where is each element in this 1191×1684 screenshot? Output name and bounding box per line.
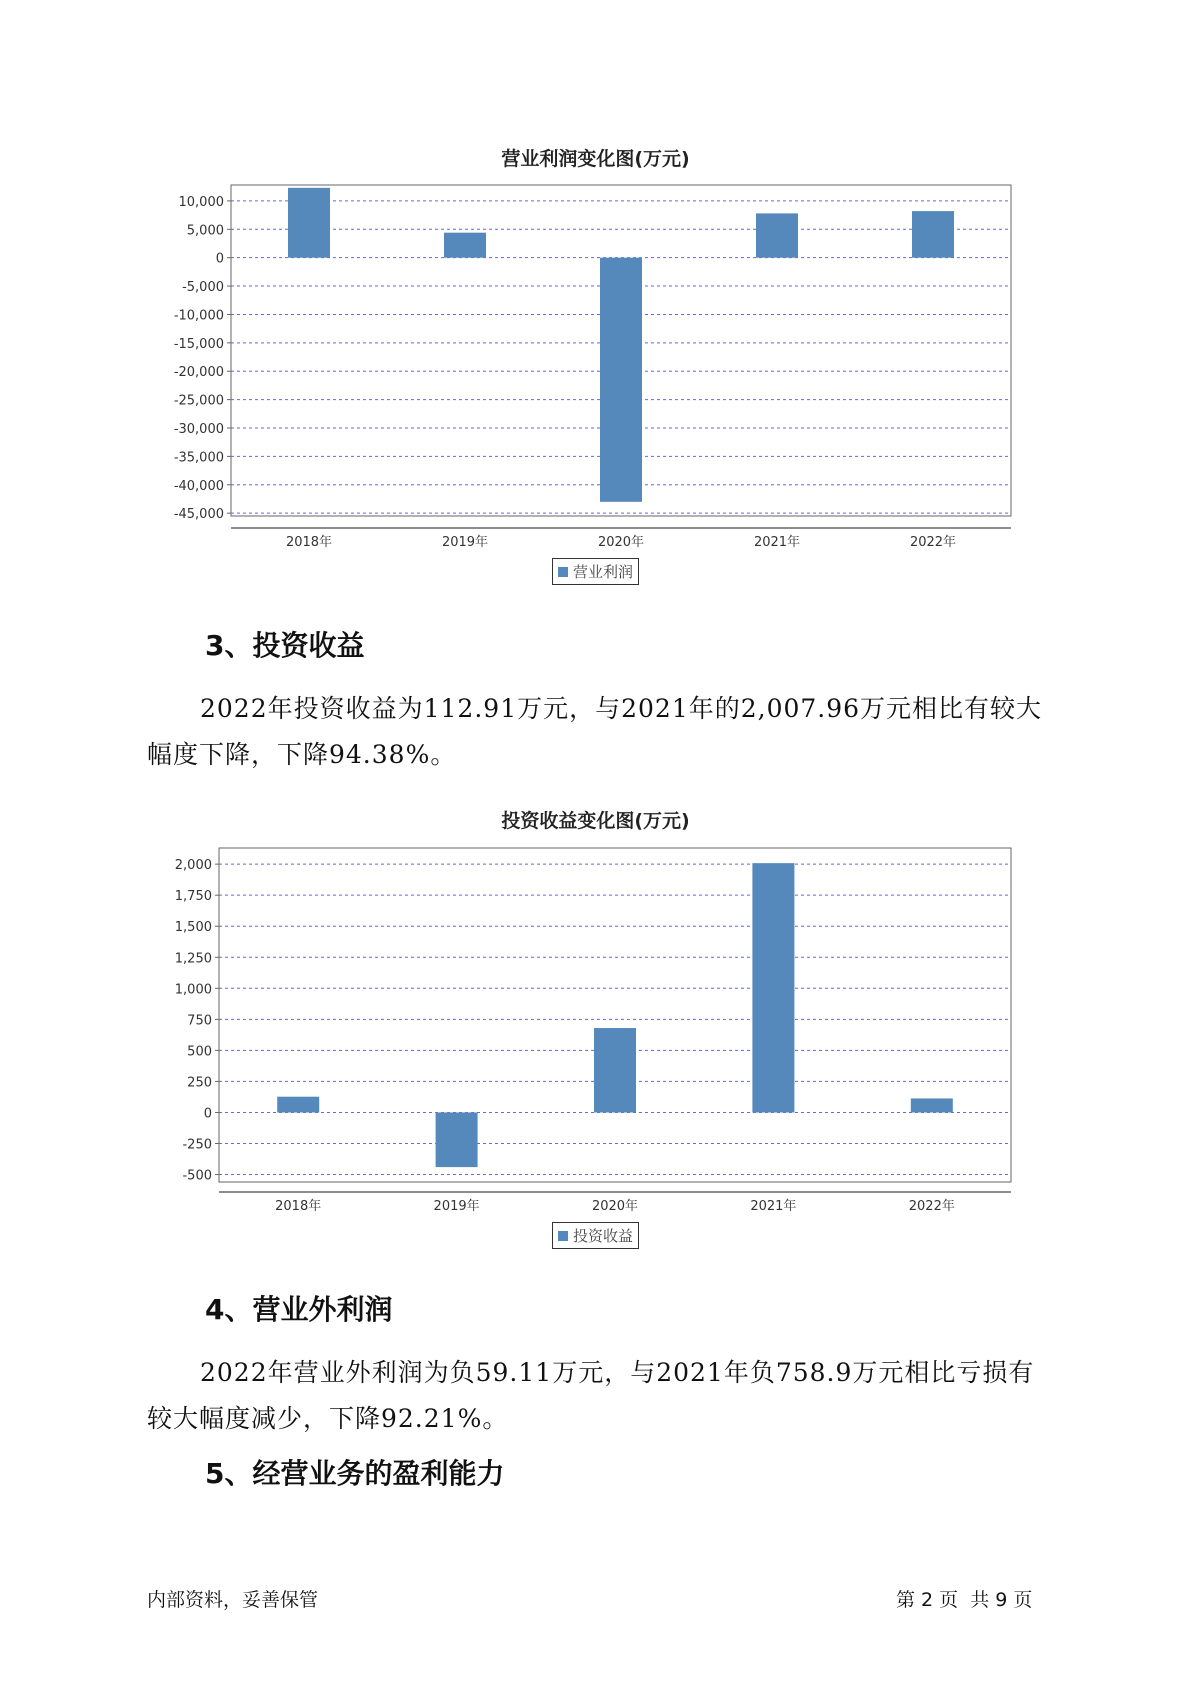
y-tick-label: -15,000 xyxy=(173,336,224,352)
bar-2019年 xyxy=(436,1112,478,1167)
y-tick-label: 1,500 xyxy=(174,920,212,936)
non-operating-line-1: 2022年营业外利润为负59.11万元，与2021年负758.9万元相比亏损有 xyxy=(200,1358,1035,1387)
investment-income-chart xyxy=(0,840,1191,1214)
footer-confidential: 内部资料，妥善保管 xyxy=(147,1589,319,1611)
x-tick-label: 2019年 xyxy=(433,1199,480,1214)
footer-page-number: 第 2 页 共 9 页 xyxy=(896,1589,1033,1611)
y-tick-label: -45,000 xyxy=(173,507,224,523)
x-tick-label: 2018年 xyxy=(285,535,333,550)
y-tick-label: 750 xyxy=(187,1013,212,1029)
plot-area xyxy=(219,848,1011,1182)
chart1-legend-label: 营业利润 xyxy=(573,563,634,581)
bar-2019年 xyxy=(444,233,486,258)
bar-2022年 xyxy=(912,211,954,258)
investment-line-1: 2022年投资收益为112.91万元，与2021年的2,007.96万元相比有较大 xyxy=(200,694,1043,723)
x-tick-label: 2021年 xyxy=(753,535,801,550)
x-tick-label: 2021年 xyxy=(750,1199,797,1214)
x-tick-label: 2019年 xyxy=(441,535,489,550)
bar-2020年 xyxy=(594,1028,636,1112)
chart2-legend-label: 投资收益 xyxy=(573,1227,634,1245)
non-operating-paragraph xyxy=(147,1350,1052,1442)
bar-2018年 xyxy=(277,1097,319,1113)
x-tick-label: 2018年 xyxy=(275,1199,322,1214)
y-tick-label: 10,000 xyxy=(178,194,224,210)
bar-2021年 xyxy=(752,863,794,1112)
y-tick-label: 250 xyxy=(187,1075,212,1091)
y-tick-label: 500 xyxy=(187,1044,212,1060)
y-tick-label: -10,000 xyxy=(173,308,224,324)
y-tick-label: -500 xyxy=(182,1168,212,1184)
y-tick-label: 1,250 xyxy=(174,951,212,967)
y-tick-label: -30,000 xyxy=(173,421,224,437)
x-tick-label: 2022年 xyxy=(909,535,957,550)
section-heading-investment: 3、投资收益 xyxy=(205,629,365,662)
chart1-title: 营业利润变化图(万元) xyxy=(501,148,690,170)
x-tick-label: 2020年 xyxy=(597,535,645,550)
investment-line-2: 幅度下降，下降94.38%。 xyxy=(147,740,457,769)
y-tick-label: -20,000 xyxy=(173,365,224,381)
y-tick-label: 0 xyxy=(203,1106,212,1122)
y-tick-label: 5,000 xyxy=(186,223,224,239)
bar-2020年 xyxy=(600,258,642,502)
bar-2022年 xyxy=(911,1098,953,1112)
y-tick-label: 1,000 xyxy=(174,982,212,998)
y-tick-label: -40,000 xyxy=(173,478,224,494)
y-tick-label: 1,750 xyxy=(174,889,212,905)
operating-profit-chart xyxy=(0,180,1191,550)
y-tick-label: -5,000 xyxy=(182,280,224,296)
y-tick-label: -250 xyxy=(182,1137,212,1153)
x-tick-label: 2020年 xyxy=(591,1199,639,1214)
legend-swatch xyxy=(558,567,568,577)
y-tick-label: 2,000 xyxy=(174,858,212,874)
non-operating-line-2: 较大幅度减少，下降92.21%。 xyxy=(147,1404,509,1433)
chart2-legend xyxy=(552,1222,639,1249)
y-tick-label: 0 xyxy=(215,251,224,267)
x-tick-label: 2022年 xyxy=(908,1199,955,1214)
y-tick-label: -35,000 xyxy=(173,450,224,466)
chart1-legend xyxy=(552,558,639,585)
investment-paragraph xyxy=(147,686,1052,778)
chart2-title: 投资收益变化图(万元) xyxy=(501,810,690,832)
bar-2021年 xyxy=(756,213,798,257)
bar-2018年 xyxy=(288,188,330,258)
y-tick-label: -25,000 xyxy=(173,393,224,409)
section-heading-non-operating: 4、营业外利润 xyxy=(205,1293,393,1326)
legend-swatch xyxy=(558,1231,568,1241)
section-heading-profitability: 5、经营业务的盈利能力 xyxy=(205,1457,505,1490)
